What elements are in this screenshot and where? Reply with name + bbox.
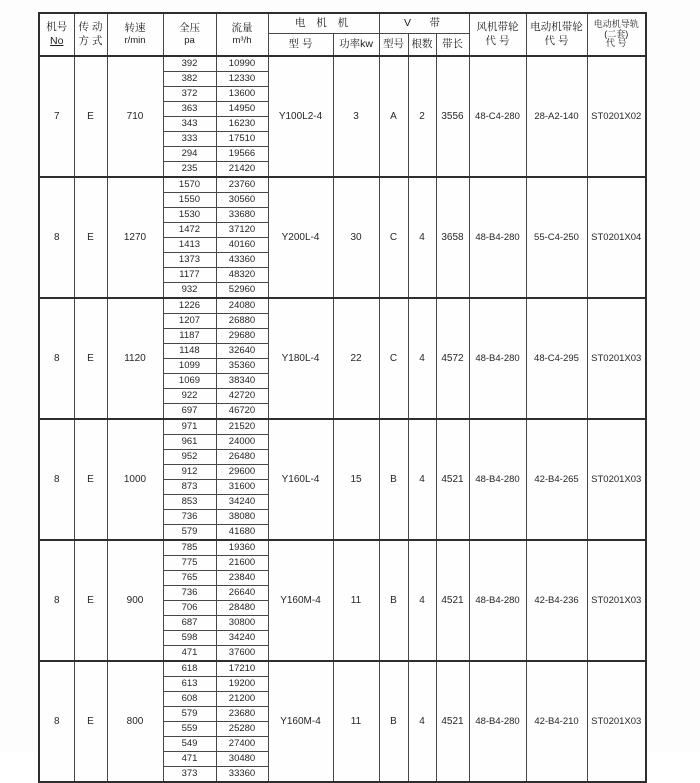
motor-model-cell: Y180L-4 [268,298,333,419]
pressure-cell: 1530 [163,208,216,223]
pressure-cell: 785 [163,540,216,556]
pressure-cell: 932 [163,283,216,299]
motor-power-cell: 11 [333,661,379,782]
pressure-cell: 373 [163,767,216,783]
motor-power-cell: 22 [333,298,379,419]
flow-cell: 33360 [216,767,268,783]
belt-count-cell: 4 [408,540,436,661]
fan-pulley-cell: 48-C4-280 [469,56,526,177]
pressure-cell: 853 [163,495,216,510]
pressure-cell: 559 [163,722,216,737]
pressure-cell: 471 [163,752,216,767]
belt-length-cell: 4572 [436,298,469,419]
col-header-speed [107,13,163,56]
pressure-cell: 333 [163,132,216,147]
motor-pulley-cell: 28-A2-140 [526,56,587,177]
speed-cell: 900 [107,540,163,661]
pressure-cell: 618 [163,661,216,677]
pressure-cell: 1207 [163,314,216,329]
pressure-cell: 598 [163,631,216,646]
fan-pulley-cell: 48-B4-280 [469,540,526,661]
flow-label: 流量 [231,22,253,34]
flow-cell: 34240 [216,631,268,646]
pressure-cell: 1226 [163,298,216,314]
belt-count-cell: 4 [408,177,436,298]
fan-pulley-cell: 48-B4-280 [469,661,526,782]
flow-cell: 28480 [216,601,268,616]
pressure-unit: pa [184,35,195,47]
drive-label2: 方 式 [78,34,103,47]
flow-cell: 17510 [216,132,268,147]
pressure-cell: 922 [163,389,216,404]
speed-cell: 800 [107,661,163,782]
drive-mode-cell: E [74,419,107,540]
flow-cell: 25280 [216,722,268,737]
flow-cell: 21200 [216,692,268,707]
motor-model-cell: Y100L2-4 [268,56,333,177]
pressure-cell: 372 [163,87,216,102]
flow-cell: 46720 [216,404,268,420]
col-header-drive [74,13,107,56]
col-header-pressure [163,13,216,56]
pressure-cell: 912 [163,465,216,480]
flow-cell: 31600 [216,480,268,495]
motor-model-cell: Y160M-4 [268,661,333,782]
drive-mode-cell: E [74,661,107,782]
motor-rail-cell: ST0201X03 [587,661,646,782]
drive-mode-cell: E [74,56,107,177]
belt-type-cell: B [379,419,408,540]
flow-cell: 19360 [216,540,268,556]
fan-pulley-cell: 48-B4-280 [469,298,526,419]
flow-cell: 48320 [216,268,268,283]
motor-rail-cell: ST0201X03 [587,298,646,419]
flow-cell: 42720 [216,389,268,404]
motor-pulley-cell: 42-B4-210 [526,661,587,782]
flow-cell: 35360 [216,359,268,374]
pressure-cell: 971 [163,419,216,435]
flow-cell: 52960 [216,283,268,299]
belt-length-cell: 3556 [436,56,469,177]
table-row [39,661,646,677]
speed-cell: 1270 [107,177,163,298]
belt-count-cell: 4 [408,298,436,419]
motor-pulley-cell: 48-C4-295 [526,298,587,419]
flow-cell: 34240 [216,495,268,510]
col-header-machine-no [39,13,74,56]
flow-cell: 26480 [216,450,268,465]
belt-count-cell: 2 [408,56,436,177]
pressure-cell: 343 [163,117,216,132]
col-header-flow [216,13,268,56]
motor-pulley-cell: 55-C4-250 [526,177,587,298]
motor-rail-cell: ST0201X04 [587,177,646,298]
flow-cell: 30800 [216,616,268,631]
pressure-cell: 873 [163,480,216,495]
pressure-cell: 1148 [163,344,216,359]
pressure-cell: 1413 [163,238,216,253]
table-header [39,13,646,56]
pressure-cell: 579 [163,525,216,541]
pressure-cell: 471 [163,646,216,662]
col-header-belt-length: 带长 [436,33,469,56]
machine-no-cell: 8 [39,540,74,661]
belt-count-cell: 4 [408,419,436,540]
pressure-cell: 1550 [163,193,216,208]
flow-cell: 30480 [216,752,268,767]
speed-unit: r/min [124,35,146,47]
pressure-cell: 697 [163,404,216,420]
flow-cell: 40160 [216,238,268,253]
pressure-cell: 382 [163,72,216,87]
pressure-cell: 736 [163,586,216,601]
flow-cell: 16230 [216,117,268,132]
motor-pulley-label2: 代 号 [544,34,569,47]
flow-cell: 30560 [216,193,268,208]
pressure-cell: 706 [163,601,216,616]
motor-power-cell: 30 [333,177,379,298]
pressure-cell: 392 [163,56,216,72]
pressure-cell: 1187 [163,329,216,344]
speed-label: 转速 [124,22,146,34]
flow-cell: 41680 [216,525,268,541]
pressure-cell: 952 [163,450,216,465]
flow-cell: 23840 [216,571,268,586]
flow-unit: m³/h [232,35,252,47]
belt-length-cell: 3658 [436,177,469,298]
table-row [39,56,646,72]
fan-pulley-cell: 48-B4-280 [469,419,526,540]
drive-mode-cell: E [74,177,107,298]
flow-cell: 38080 [216,510,268,525]
flow-cell: 38340 [216,374,268,389]
col-header-motor-pulley [526,13,587,56]
flow-cell: 43360 [216,253,268,268]
fan-pulley-label: 风机带轮 [476,21,519,34]
flow-cell: 26640 [216,586,268,601]
col-header-fan-pulley [469,13,526,56]
pressure-cell: 1570 [163,177,216,193]
rail-label2: (二套) [604,28,629,39]
motor-pulley-cell: 42-B4-265 [526,419,587,540]
pressure-cell: 1177 [163,268,216,283]
pressure-cell: 1472 [163,223,216,238]
pressure-cell: 613 [163,677,216,692]
col-header-motor-model: 型 号 [268,33,333,56]
fan-pulley-cell: 48-B4-280 [469,177,526,298]
belt-type-cell: B [379,540,408,661]
fan-spec-table [38,12,647,783]
motor-model-cell: Y160M-4 [268,540,333,661]
col-header-belt-type: 型号 [379,33,408,56]
motor-power-cell: 11 [333,540,379,661]
flow-cell: 33680 [216,208,268,223]
flow-cell: 13600 [216,87,268,102]
flow-cell: 21420 [216,162,268,178]
flow-cell: 23760 [216,177,268,193]
table-row [39,177,646,193]
pressure-cell: 1373 [163,253,216,268]
machine-no-cell: 7 [39,56,74,177]
col-header-motor-rail [587,13,646,56]
pressure-cell: 687 [163,616,216,631]
table-row [39,298,646,314]
table-body [39,56,646,782]
pressure-cell: 549 [163,737,216,752]
belt-length-cell: 4521 [436,540,469,661]
flow-cell: 24080 [216,298,268,314]
pressure-cell: 736 [163,510,216,525]
drive-mode-cell: E [74,298,107,419]
belt-count-cell: 4 [408,661,436,782]
pressure-cell: 1069 [163,374,216,389]
motor-rail-cell: ST0201X03 [587,540,646,661]
fan-pulley-label2: 代 号 [485,34,510,47]
pressure-cell: 1099 [163,359,216,374]
pressure-cell: 775 [163,556,216,571]
motor-power-cell: 3 [333,56,379,177]
belt-type-cell: A [379,56,408,177]
flow-cell: 21600 [216,556,268,571]
pressure-cell: 608 [163,692,216,707]
pressure-cell: 235 [163,162,216,178]
pressure-cell: 579 [163,707,216,722]
belt-type-cell: C [379,298,408,419]
flow-cell: 21520 [216,419,268,435]
speed-cell: 1120 [107,298,163,419]
machine-no-cell: 8 [39,298,74,419]
flow-cell: 17210 [216,661,268,677]
flow-cell: 23680 [216,707,268,722]
flow-cell: 29680 [216,329,268,344]
belt-length-cell: 4521 [436,419,469,540]
motor-rail-cell: ST0201X03 [587,419,646,540]
machine-no-unit: No [50,34,64,47]
pressure-cell: 294 [163,147,216,162]
drive-mode-cell: E [74,540,107,661]
speed-cell: 1000 [107,419,163,540]
motor-power-cell: 15 [333,419,379,540]
motor-pulley-cell: 42-B4-236 [526,540,587,661]
pressure-label: 全压 [179,22,200,34]
flow-cell: 27400 [216,737,268,752]
pressure-cell: 961 [163,435,216,450]
pressure-cell: 363 [163,102,216,117]
motor-rail-cell: ST0201X02 [587,56,646,177]
flow-cell: 12330 [216,72,268,87]
col-header-vbelt-group: V 带 [379,13,469,33]
col-header-motor-power: 功率kw [333,33,379,56]
rail-label3: 代 号 [605,38,627,49]
pressure-cell: 765 [163,571,216,586]
machine-no-cell: 8 [39,419,74,540]
col-header-belt-count: 根数 [408,33,436,56]
motor-model-cell: Y160L-4 [268,419,333,540]
flow-cell: 37600 [216,646,268,662]
machine-no-cell: 8 [39,177,74,298]
rail-label: 电动机导轨 [593,18,639,29]
table-row [39,419,646,435]
belt-type-cell: B [379,661,408,782]
motor-model-cell: Y200L-4 [268,177,333,298]
belt-type-cell: C [379,177,408,298]
flow-cell: 26880 [216,314,268,329]
flow-cell: 24000 [216,435,268,450]
speed-cell: 710 [107,56,163,177]
flow-cell: 19200 [216,677,268,692]
drive-label: 传 动 [78,21,103,34]
flow-cell: 32640 [216,344,268,359]
col-header-motor-group: 电 机 机 [268,13,379,33]
flow-cell: 10990 [216,56,268,72]
belt-length-cell: 4521 [436,661,469,782]
table-row [39,540,646,556]
flow-cell: 37120 [216,223,268,238]
flow-cell: 14950 [216,102,268,117]
motor-pulley-label: 电动机带轮 [530,21,583,34]
flow-cell: 19566 [216,147,268,162]
flow-cell: 29600 [216,465,268,480]
machine-no-cell: 8 [39,661,74,782]
machine-no-label: 机号 [46,21,68,34]
